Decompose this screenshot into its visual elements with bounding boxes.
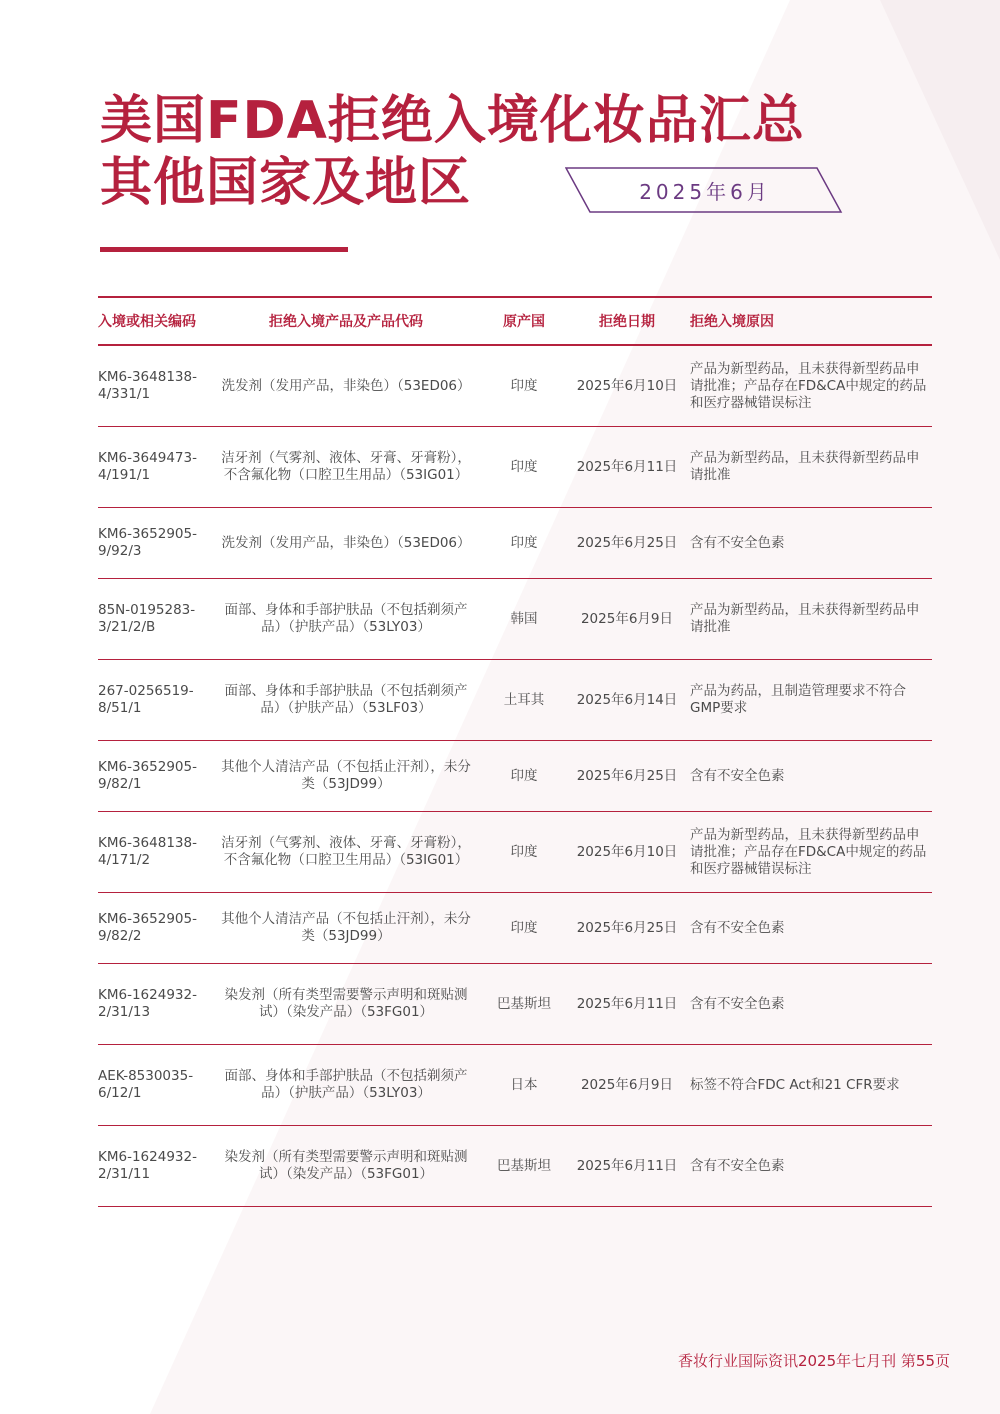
table-row (98, 741, 932, 812)
cell-product: 洗发剂（发用产品，非染色）（53ED06） (212, 345, 480, 427)
rejection-table (98, 296, 932, 1207)
cell-date: 2025年6月25日 (568, 893, 686, 964)
cell-product: 染发剂（所有类型需要警示声明和斑贴测试）（染发产品）（53FG01） (212, 964, 480, 1045)
cell-code: 267-0256519-8/51/1 (98, 660, 212, 741)
cell-origin: 印度 (480, 508, 568, 579)
header-reason: 拒绝入境原因 (686, 297, 932, 345)
cell-origin: 韩国 (480, 579, 568, 660)
table-row (98, 812, 932, 893)
cell-origin: 印度 (480, 812, 568, 893)
cell-reason: 含有不安全色素 (686, 508, 932, 579)
table-row (98, 427, 932, 508)
cell-reason: 含有不安全色素 (686, 893, 932, 964)
cell-product: 洁牙剂（气雾剂、液体、牙膏、牙膏粉），不含氟化物（口腔卫生用品）（53IG01） (212, 427, 480, 508)
cell-reason: 含有不安全色素 (686, 1126, 932, 1207)
cell-date: 2025年6月9日 (568, 579, 686, 660)
header-product: 拒绝入境产品及产品代码 (212, 297, 480, 345)
cell-origin: 日本 (480, 1045, 568, 1126)
cell-product: 其他个人清洁产品（不包括止汗剂），未分类（53JD99） (212, 893, 480, 964)
page-footer: 香妆行业国际资讯2025年七月刊 第55页 (677, 1352, 950, 1370)
table-row (98, 660, 932, 741)
table-row (98, 1126, 932, 1207)
cell-reason: 含有不安全色素 (686, 741, 932, 812)
cell-reason: 产品为新型药品，且未获得新型药品申请批准；产品存在FD&CA中规定的药品和医疗器械错误标注 (686, 345, 932, 427)
cell-origin: 印度 (480, 345, 568, 427)
cell-reason: 产品为药品，且制造管理要求不符合GMP要求 (686, 660, 932, 741)
cell-product: 其他个人清洁产品（不包括止汗剂），未分类（53JD99） (212, 741, 480, 812)
page-title-line-1: 美国FDA拒绝入境化妆品汇总 (100, 91, 805, 151)
header-origin: 原产国 (480, 297, 568, 345)
cell-origin: 印度 (480, 893, 568, 964)
cell-date: 2025年6月11日 (568, 1126, 686, 1207)
cell-date: 2025年6月10日 (568, 812, 686, 893)
cell-code: KM6-3652905-9/82/2 (98, 893, 212, 964)
cell-date: 2025年6月11日 (568, 427, 686, 508)
title-underline (100, 247, 348, 252)
date-tag (565, 167, 845, 213)
cell-date: 2025年6月25日 (568, 508, 686, 579)
table-row (98, 964, 932, 1045)
cell-date: 2025年6月25日 (568, 741, 686, 812)
cell-code: KM6-3652905-9/82/1 (98, 741, 212, 812)
table-row (98, 1045, 932, 1126)
cell-origin: 印度 (480, 427, 568, 508)
cell-reason: 含有不安全色素 (686, 964, 932, 1045)
table-row (98, 345, 932, 427)
cell-reason: 产品为新型药品，且未获得新型药品申请批准 (686, 427, 932, 508)
table-row (98, 579, 932, 660)
cell-date: 2025年6月9日 (568, 1045, 686, 1126)
cell-product: 面部、身体和手部护肤品（不包括剃须产品）（护肤产品）（53LY03） (212, 579, 480, 660)
cell-date: 2025年6月14日 (568, 660, 686, 741)
date-tag-label: 2025年6月 (639, 179, 771, 204)
header-code: 入境或相关编码 (98, 297, 212, 345)
cell-product: 洗发剂（发用产品，非染色）（53ED06） (212, 508, 480, 579)
cell-origin: 印度 (480, 741, 568, 812)
cell-code: KM6-3648138-4/171/2 (98, 812, 212, 893)
cell-date: 2025年6月11日 (568, 964, 686, 1045)
cell-origin: 巴基斯坦 (480, 1126, 568, 1207)
cell-code: AEK-8530035-6/12/1 (98, 1045, 212, 1126)
table-header-row (98, 297, 932, 345)
page-title-line-2: 其他国家及地区 (100, 153, 472, 213)
cell-code: 85N-0195283-3/21/2/B (98, 579, 212, 660)
cell-origin: 土耳其 (480, 660, 568, 741)
cell-product: 染发剂（所有类型需要警示声明和斑贴测试）（染发产品）（53FG01） (212, 1126, 480, 1207)
cell-reason: 产品为新型药品，且未获得新型药品申请批准 (686, 579, 932, 660)
cell-code: KM6-3649473-4/191/1 (98, 427, 212, 508)
cell-code: KM6-3652905-9/92/3 (98, 508, 212, 579)
cell-reason: 产品为新型药品，且未获得新型药品申请批准；产品存在FD&CA中规定的药品和医疗器械错误标注 (686, 812, 932, 893)
header-date: 拒绝日期 (568, 297, 686, 345)
cell-code: KM6-3648138-4/331/1 (98, 345, 212, 427)
cell-code: KM6-1624932-2/31/13 (98, 964, 212, 1045)
cell-date: 2025年6月10日 (568, 345, 686, 427)
cell-product: 面部、身体和手部护肤品（不包括剃须产品）（护肤产品）（53LY03） (212, 1045, 480, 1126)
cell-code: KM6-1624932-2/31/11 (98, 1126, 212, 1207)
cell-origin: 巴基斯坦 (480, 964, 568, 1045)
cell-reason: 标签不符合FDC Act和21 CFR要求 (686, 1045, 932, 1126)
cell-product: 洁牙剂（气雾剂、液体、牙膏、牙膏粉），不含氟化物（口腔卫生用品）（53IG01） (212, 812, 480, 893)
cell-product: 面部、身体和手部护肤品（不包括剃须产品）（护肤产品）（53LF03） (212, 660, 480, 741)
table-row (98, 893, 932, 964)
table-row (98, 508, 932, 579)
